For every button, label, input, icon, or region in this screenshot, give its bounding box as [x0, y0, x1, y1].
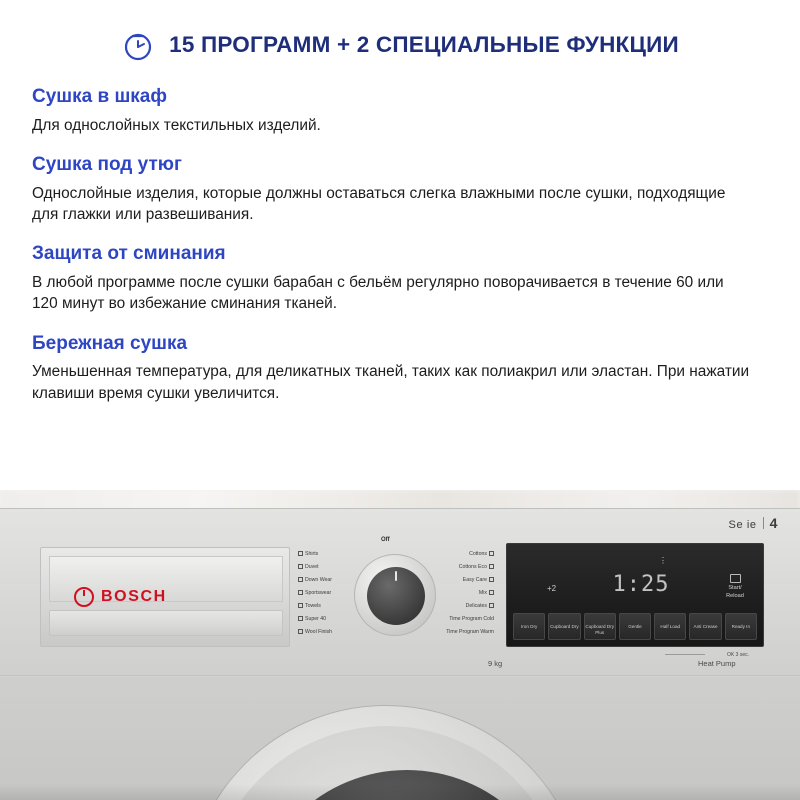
- technology-label: Heat Pump: [698, 659, 736, 668]
- option-button-cupboard-dry-plus[interactable]: Cupboard Dry Plus: [584, 613, 616, 640]
- series-separator: [763, 517, 764, 529]
- program-label-duvet[interactable]: [298, 564, 319, 570]
- program-label-super40[interactable]: [298, 616, 326, 622]
- washing-machine: [0, 508, 800, 800]
- knob-inner[interactable]: [367, 567, 425, 625]
- knob-pointer-icon: [395, 571, 397, 581]
- feature-list: [0, 80, 800, 404]
- cottons-icon: [489, 551, 494, 556]
- program-label-time-cold[interactable]: Time Program Cold: [449, 616, 494, 622]
- program-label-cottons[interactable]: [469, 551, 494, 557]
- feature-block-2: [32, 154, 768, 225]
- program-text: Down Wear: [305, 577, 333, 583]
- option-button-cupboard-dry[interactable]: Cupboard Dry: [548, 613, 580, 640]
- start-label-line1: Start/: [728, 585, 742, 591]
- feature-body: Однослойные изделия, которые должны оставаться слегка влажными после сушки, подходящие для глажки или развешивания.: [32, 184, 726, 224]
- feature-block-1: [32, 86, 768, 136]
- brand-label: BOSCH: [101, 588, 167, 605]
- option-button-anti-crease[interactable]: Anti Crease: [689, 613, 721, 640]
- bosch-logo: [74, 587, 167, 607]
- program-text: Mix: [478, 590, 487, 596]
- program-label-shirts[interactable]: [298, 551, 318, 557]
- drawer-handle[interactable]: [49, 610, 283, 636]
- option-button-iron-dry[interactable]: Iron Dry: [513, 613, 545, 640]
- super40-icon: [298, 616, 303, 621]
- program-text: Wool Finish: [305, 629, 333, 635]
- program-text: Easy Care: [462, 577, 487, 583]
- product-photo: [0, 490, 800, 800]
- feature-block-3: [32, 243, 768, 314]
- off-label: Off: [381, 537, 390, 543]
- program-label-mix[interactable]: [479, 590, 494, 596]
- series-badge: [729, 515, 778, 531]
- wool-icon: [298, 629, 303, 634]
- bosch-mark-icon: [74, 587, 94, 607]
- program-selector-area: [296, 531, 496, 656]
- feature-block-4: [32, 333, 768, 404]
- program-label-towels[interactable]: [298, 603, 321, 609]
- program-label-time-warm[interactable]: Time Program Warm: [446, 629, 494, 635]
- program-knob[interactable]: [354, 554, 436, 636]
- option-button-half-load[interactable]: Half Load: [654, 613, 686, 640]
- plus-indicator: +2: [547, 584, 557, 593]
- page-title: 15 ПРОГРАММ + 2 СПЕЦИАЛЬНЫЕ ФУНКЦИИ: [169, 32, 679, 57]
- program-label-wool-finish[interactable]: [298, 629, 332, 635]
- feature-body: В любой программе после сушки барабан с бельём регулярно поворачивается в течение 60 или 120 минут во избежание сминания тканей.: [32, 274, 724, 313]
- easy-care-icon: [489, 577, 494, 582]
- ok-hint-label: OK 3 sec.: [727, 652, 749, 658]
- program-label-delicates[interactable]: [466, 603, 494, 609]
- digital-display-panel[interactable]: [506, 543, 764, 658]
- down-wear-icon: [298, 577, 303, 582]
- program-text: Super 40: [305, 616, 327, 622]
- program-text: Delicates: [465, 603, 487, 609]
- feature-body: Уменьшенная температура, для деликатных тканей, таких как полиакрил или эластан. При нажатии клавиши время сушки увеличится.: [32, 363, 750, 402]
- ok-hint-line: [665, 654, 705, 655]
- sportswear-icon: [298, 590, 303, 595]
- display-dots-icon: ⋮: [659, 556, 667, 565]
- program-text: Shirts: [305, 551, 319, 557]
- delicates-icon: [489, 603, 494, 608]
- program-text: Cottons: [469, 551, 487, 557]
- feature-title: Бережная сушка: [32, 332, 188, 354]
- remaining-time-display: 1:25: [612, 572, 670, 597]
- timer-icon: [121, 28, 155, 62]
- program-text: Sportswear: [305, 590, 332, 596]
- cottons-eco-icon: [489, 564, 494, 569]
- option-button-row: [513, 610, 757, 640]
- capacity-label: 9 kg: [488, 659, 503, 668]
- program-label-cottons-eco[interactable]: [459, 564, 494, 570]
- series-number: 4: [769, 515, 778, 531]
- start-label-line2: Reload: [726, 592, 744, 599]
- mix-icon: [489, 590, 494, 595]
- feature-title: Защита от сминания: [32, 243, 226, 265]
- duvet-icon: [298, 564, 303, 569]
- program-label-down-wear[interactable]: [298, 577, 332, 583]
- shirt-icon: [298, 551, 303, 556]
- option-button-gentle[interactable]: Gentle: [619, 613, 651, 640]
- feature-title: Сушка в шкаф: [32, 86, 167, 107]
- program-text: Towels: [305, 603, 321, 609]
- page-header: [0, 0, 800, 80]
- bottom-shadow: [0, 784, 800, 800]
- program-text: Duvet: [305, 564, 319, 570]
- program-label-easy-care[interactable]: [463, 577, 494, 583]
- option-button-ready-in[interactable]: Ready In: [725, 613, 757, 640]
- feature-body: Для однослойных текстильных изделий.: [32, 116, 321, 134]
- panel-divider: [0, 675, 800, 677]
- program-label-sportswear[interactable]: [298, 590, 331, 596]
- feature-title: Сушка под утюг: [32, 154, 182, 176]
- program-text: Cottons Eco: [458, 564, 487, 570]
- start-reload-button[interactable]: [715, 574, 755, 600]
- series-label: Se ie: [728, 519, 757, 531]
- start-icon: [730, 574, 741, 583]
- towels-icon: [298, 603, 303, 608]
- control-panel: [0, 509, 800, 677]
